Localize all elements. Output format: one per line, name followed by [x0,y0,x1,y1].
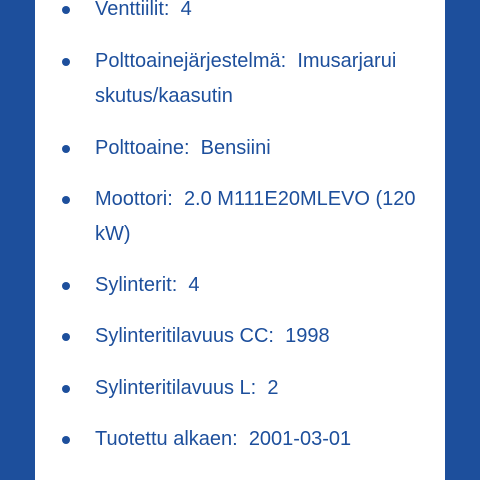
spec-item-text [95,319,437,354]
spec-item-text [95,44,437,114]
bullet-icon [62,196,70,204]
bullet-icon [62,436,70,444]
right-border-band [445,0,480,480]
spec-value: 4 [188,274,200,296]
spec-item-text [95,131,437,166]
spec-label: Sylinteritilavuus L: [95,377,257,399]
spec-value: 2001-03-01 [248,428,352,450]
spec-label: Moottori: [95,188,173,210]
left-border-band [0,0,35,480]
spec-item-text [95,268,437,303]
bullet-icon [62,333,70,341]
spec-label: Sylinteritilavuus CC: [95,325,274,347]
spec-item-text [95,182,437,252]
spec-item-text [95,371,437,406]
bullet-icon [62,385,70,393]
spec-label: Tuotettu alkaen: [95,428,238,450]
spec-label: Venttiilit: [95,0,170,20]
spec-item-text [95,0,437,27]
bullet-icon [62,58,70,66]
bullet-icon [62,145,70,153]
spec-label: Sylinterit: [95,274,178,296]
spec-value: 1998 [285,325,330,347]
spec-panel [35,0,445,480]
spec-value: Imusarjarui skutus/kaasutin [95,50,402,107]
bullet-icon [62,6,70,14]
spec-label: Polttoaine: [95,137,190,159]
spec-value: 4 [180,0,192,20]
bullet-icon [62,282,70,290]
spec-item-text [95,422,437,457]
spec-value: 2.0 M111E20MLEVO (120 kW) [95,188,422,245]
spec-value: 2 [267,377,279,399]
spec-label: Polttoainejärjestelmä: [95,50,287,72]
spec-value: Bensiini [200,137,271,159]
